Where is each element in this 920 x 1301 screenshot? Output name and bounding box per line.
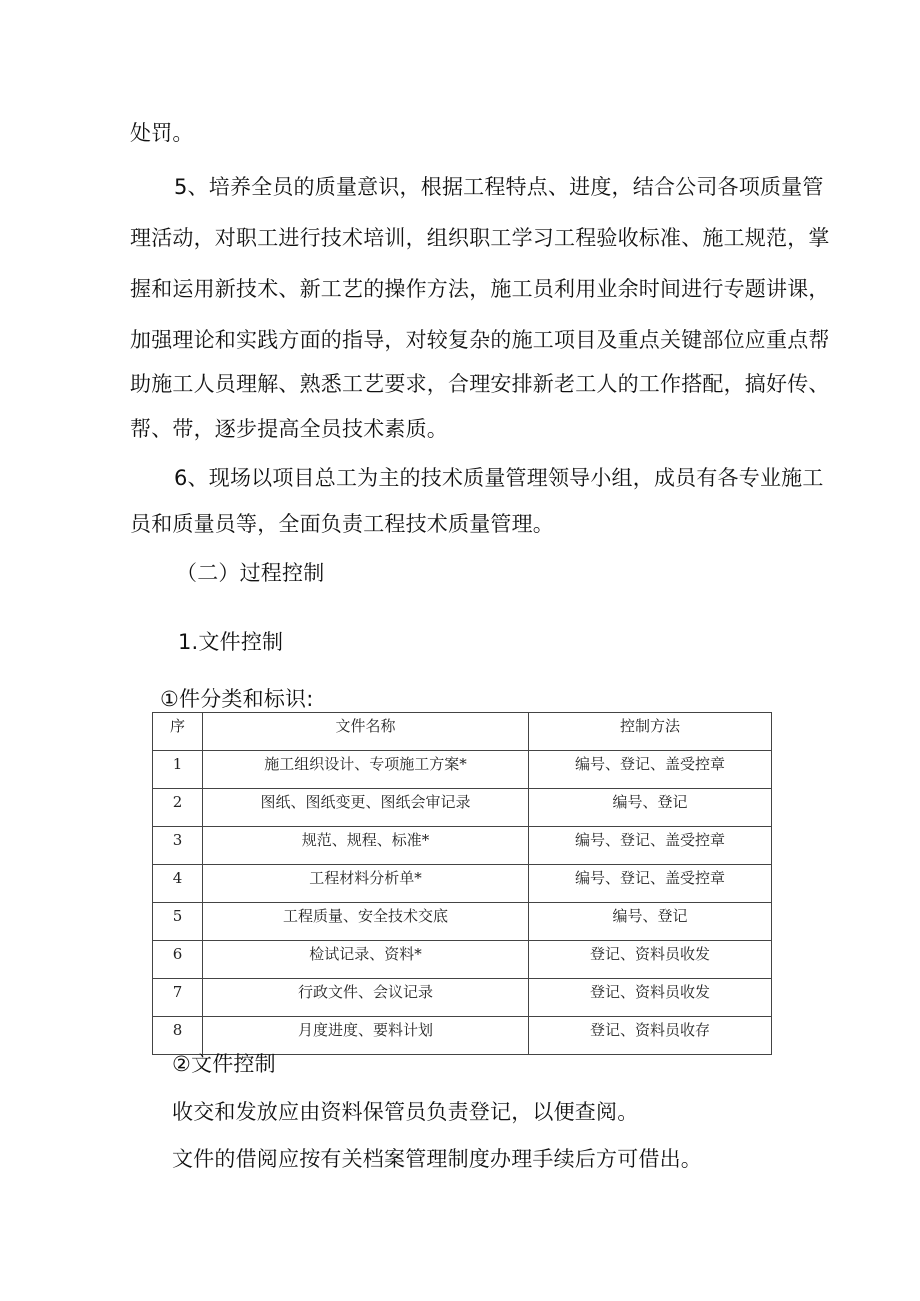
cell-file-name: 规范、规程、标准* — [203, 827, 529, 865]
subsection-heading: 1.文件控制 — [178, 630, 284, 654]
cell-file-name: 月度进度、要料计划 — [203, 1017, 529, 1055]
table-row — [153, 751, 772, 789]
cell-file-name: 图纸、图纸变更、图纸会审记录 — [203, 789, 529, 827]
cell-index: 1 — [153, 751, 203, 789]
file-control-line-1: 收交和发放应由资料保管员负责登记，以便查阅。 — [172, 1100, 639, 1124]
cell-control-method: 编号、登记 — [529, 903, 772, 941]
paragraph-5-line-4: 加强理论和实践方面的指导，对较复杂的施工项目及重点关键部位应重点帮 — [130, 328, 830, 352]
cell-index: 6 — [153, 941, 203, 979]
cell-file-name: 工程材料分析单* — [203, 865, 529, 903]
table-row — [153, 903, 772, 941]
file-classification-table — [152, 712, 772, 1055]
table-row — [153, 789, 772, 827]
column-header-control-method: 控制方法 — [529, 713, 772, 751]
cell-file-name: 施工组织设计、专项施工方案* — [203, 751, 529, 789]
cell-control-method: 编号、登记、盖受控章 — [529, 865, 772, 903]
cell-control-method: 登记、资料员收发 — [529, 941, 772, 979]
section-heading: （二）过程控制 — [176, 561, 325, 585]
cell-index: 3 — [153, 827, 203, 865]
table-row — [153, 827, 772, 865]
paragraph-5-line-6: 帮、带，逐步提高全员技术素质。 — [130, 417, 448, 441]
table-row — [153, 979, 772, 1017]
paragraph-6-line-1: 6、现场以项目总工为主的技术质量管理领导小组，成员有各专业施工 — [174, 466, 824, 490]
paragraph-6-line-2: 员和质量员等，全面负责工程技术质量管理。 — [130, 512, 554, 536]
paragraph-5-line-1: 5、培养全员的质量意识，根据工程特点、进度，结合公司各项质量管 — [174, 175, 824, 199]
cell-index: 7 — [153, 979, 203, 1017]
cell-control-method: 编号、登记、盖受控章 — [529, 751, 772, 789]
cell-control-method: 编号、登记 — [529, 789, 772, 827]
cell-file-name: 行政文件、会议记录 — [203, 979, 529, 1017]
cell-index: 2 — [153, 789, 203, 827]
paragraph-5-line-5: 助施工人员理解、熟悉工艺要求，合理安排新老工人的工作搭配，搞好传、 — [130, 372, 830, 396]
cell-control-method: 登记、资料员收发 — [529, 979, 772, 1017]
cell-index: 5 — [153, 903, 203, 941]
cell-file-name: 工程质量、安全技术交底 — [203, 903, 529, 941]
table-row — [153, 1017, 772, 1055]
cell-file-name: 检试记录、资料* — [203, 941, 529, 979]
cell-control-method: 登记、资料员收存 — [529, 1017, 772, 1055]
cell-control-method: 编号、登记、盖受控章 — [529, 827, 772, 865]
file-control-line-2: 文件的借阅应按有关档案管理制度办理手续后方可借出。 — [172, 1147, 702, 1171]
table-header-row — [153, 713, 772, 751]
cell-index: 4 — [153, 865, 203, 903]
paragraph-continuation: 处罚。 — [130, 121, 194, 145]
table-row — [153, 865, 772, 903]
paragraph-5-line-2: 理活动，对职工进行技术培训，组织职工学习工程验收标准、施工规范，掌 — [130, 226, 830, 250]
paragraph-5-line-3: 握和运用新技术、新工艺的操作方法，施工员利用业余时间进行专题讲课， — [130, 277, 830, 301]
table-row — [153, 941, 772, 979]
column-header-file-name: 文件名称 — [203, 713, 529, 751]
file-control-heading: ②文件控制 — [172, 1052, 276, 1076]
column-header-index: 序 — [153, 713, 203, 751]
table-caption: ①件分类和标识: — [160, 687, 314, 711]
cell-index: 8 — [153, 1017, 203, 1055]
